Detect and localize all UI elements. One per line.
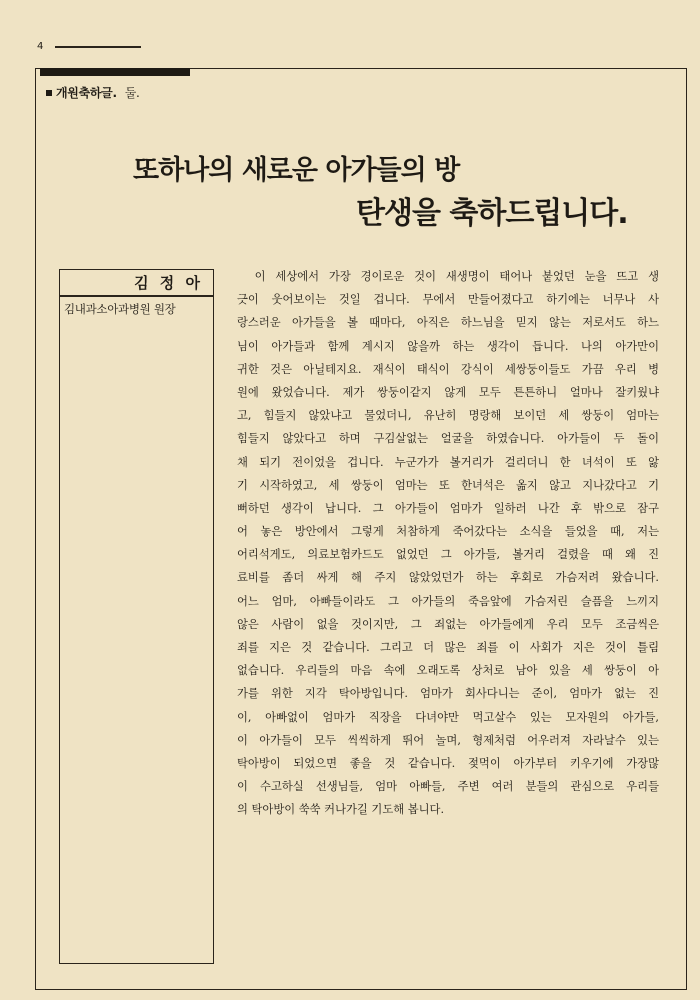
page-number: 4 (37, 41, 44, 52)
body-line: 랑스러운 아가들을 볼 때마다, 아직은 하느님을 믿지 않는 저로서도 하느 (237, 316, 659, 330)
section-label-text: 개원축하글. (56, 86, 117, 100)
body-line: 없습니다. 우리들의 마음 속에 오래도록 상처로 남아 있을 세 쌍둥이 아 (237, 664, 659, 678)
body-line: 귀한 것은 아닐테지요. 재식이 태식이 강식이 세쌍둥이들도 가끔 우리 병 (237, 362, 659, 376)
body-line: 이 세상에서 가장 경이로운 것이 새생명이 태어나 붙었던 눈을 뜨고 생 (237, 270, 659, 283)
body-line: 탁아방이 되었으면 좋을 것 같습니다. 젖먹이 아가부터 키우기에 가장많 (237, 756, 659, 770)
headline-line-2: 탄생을 축하드립니다. (356, 196, 628, 231)
body-line: 의 탁아방이 쑥쑥 커나가길 기도해 봅니다. (237, 803, 445, 817)
body-line: 님이 아가들과 함께 계시지 않을까 하는 생각이 듭니다. 나의 아가만이 (237, 339, 659, 353)
author-divider (60, 295, 213, 297)
body-line: 기 시작하였고, 세 쌍둥이 엄마는 또 한녀석은 옮지 않고 지나갔다고 기 (237, 478, 659, 492)
body-line: 료비를 좀더 싸게 해 주지 않았었던가 하는 후회로 가슴저려 왔습니다. (237, 571, 659, 585)
body-line: 고, 힘들지 않았냐고 물었더니, 유난히 명랑해 보이던 세 쌍둥이 엄마는 (237, 409, 659, 423)
body-line: 이 아가들이 모두 씩씩하게 뛰어 놀며, 형제처럼 어우러져 자라날수 있는 (237, 733, 659, 747)
author-name: 김 정 아 (134, 274, 203, 292)
author-box (59, 269, 214, 964)
top-rule (55, 46, 141, 48)
article-body (237, 265, 659, 822)
body-line: 어 놓은 방안에서 그렇게 처참하게 죽어갔다는 소식을 들었을 때, 저는 (237, 525, 659, 539)
body-line: 뻐하던 생각이 납니다. 그 아가들이 엄마가 일하러 나간 후 밖으로 잠구 (237, 501, 659, 515)
bullet-square-icon (46, 90, 52, 96)
body-line: 힘들지 않았다고 하며 구김살없는 얼굴을 하였습니다. 아가들이 두 돌이 (237, 432, 659, 446)
frame-top-bar (40, 68, 190, 76)
body-line: 긋이 웃어보이는 것일 겁니다. 무에서 만들어졌다고 하기에는 너무나 사 (237, 293, 659, 307)
headline-line-1: 또하나의 새로운 아가들의 방 (133, 155, 460, 186)
body-line: 원에 왔었습니다. 제가 쌍둥이같지 않게 모두 튼튼하니 얼마나 잘키웠냐 (237, 385, 659, 399)
body-line: 어느 엄마, 아빠들이라도 그 아가들의 죽음앞에 가슴저린 슬픔을 느끼지 (237, 594, 659, 608)
body-line: 채 되기 전이었을 겁니다. 누군가가 볼거리가 걸리더니 한 녀석이 또 앓 (237, 455, 659, 469)
body-line: 가를 위한 지각 탁아방입니다. 엄마가 회사다니는 준이, 엄마가 없는 진 (237, 687, 659, 701)
section-sub-label: 둘. (124, 86, 140, 100)
body-line: 죄를 지은 것 같습니다. 그리고 더 많은 죄를 이 사회가 지은 것이 틀림 (237, 641, 659, 654)
body-line: 이, 아빠없이 엄마가 직장을 다녀야만 먹고살수 있는 모자원의 아가들, (237, 710, 659, 724)
body-line: 어리석게도, 의료보험카드도 없었던 그 아가들, 볼거리 걸렸을 때 왜 진 (237, 548, 659, 562)
author-title: 김내과소아과병원 원장 (64, 302, 176, 316)
body-line: 않은 사람이 없을 것이지만, 그 죄없는 아가들에게 우리 모두 조금씩은 (237, 617, 659, 631)
section-label (46, 84, 140, 101)
body-line: 이 수고하실 선생님들, 엄마 아빠들, 주변 여러 분들의 관심으로 우리들 (237, 780, 659, 794)
